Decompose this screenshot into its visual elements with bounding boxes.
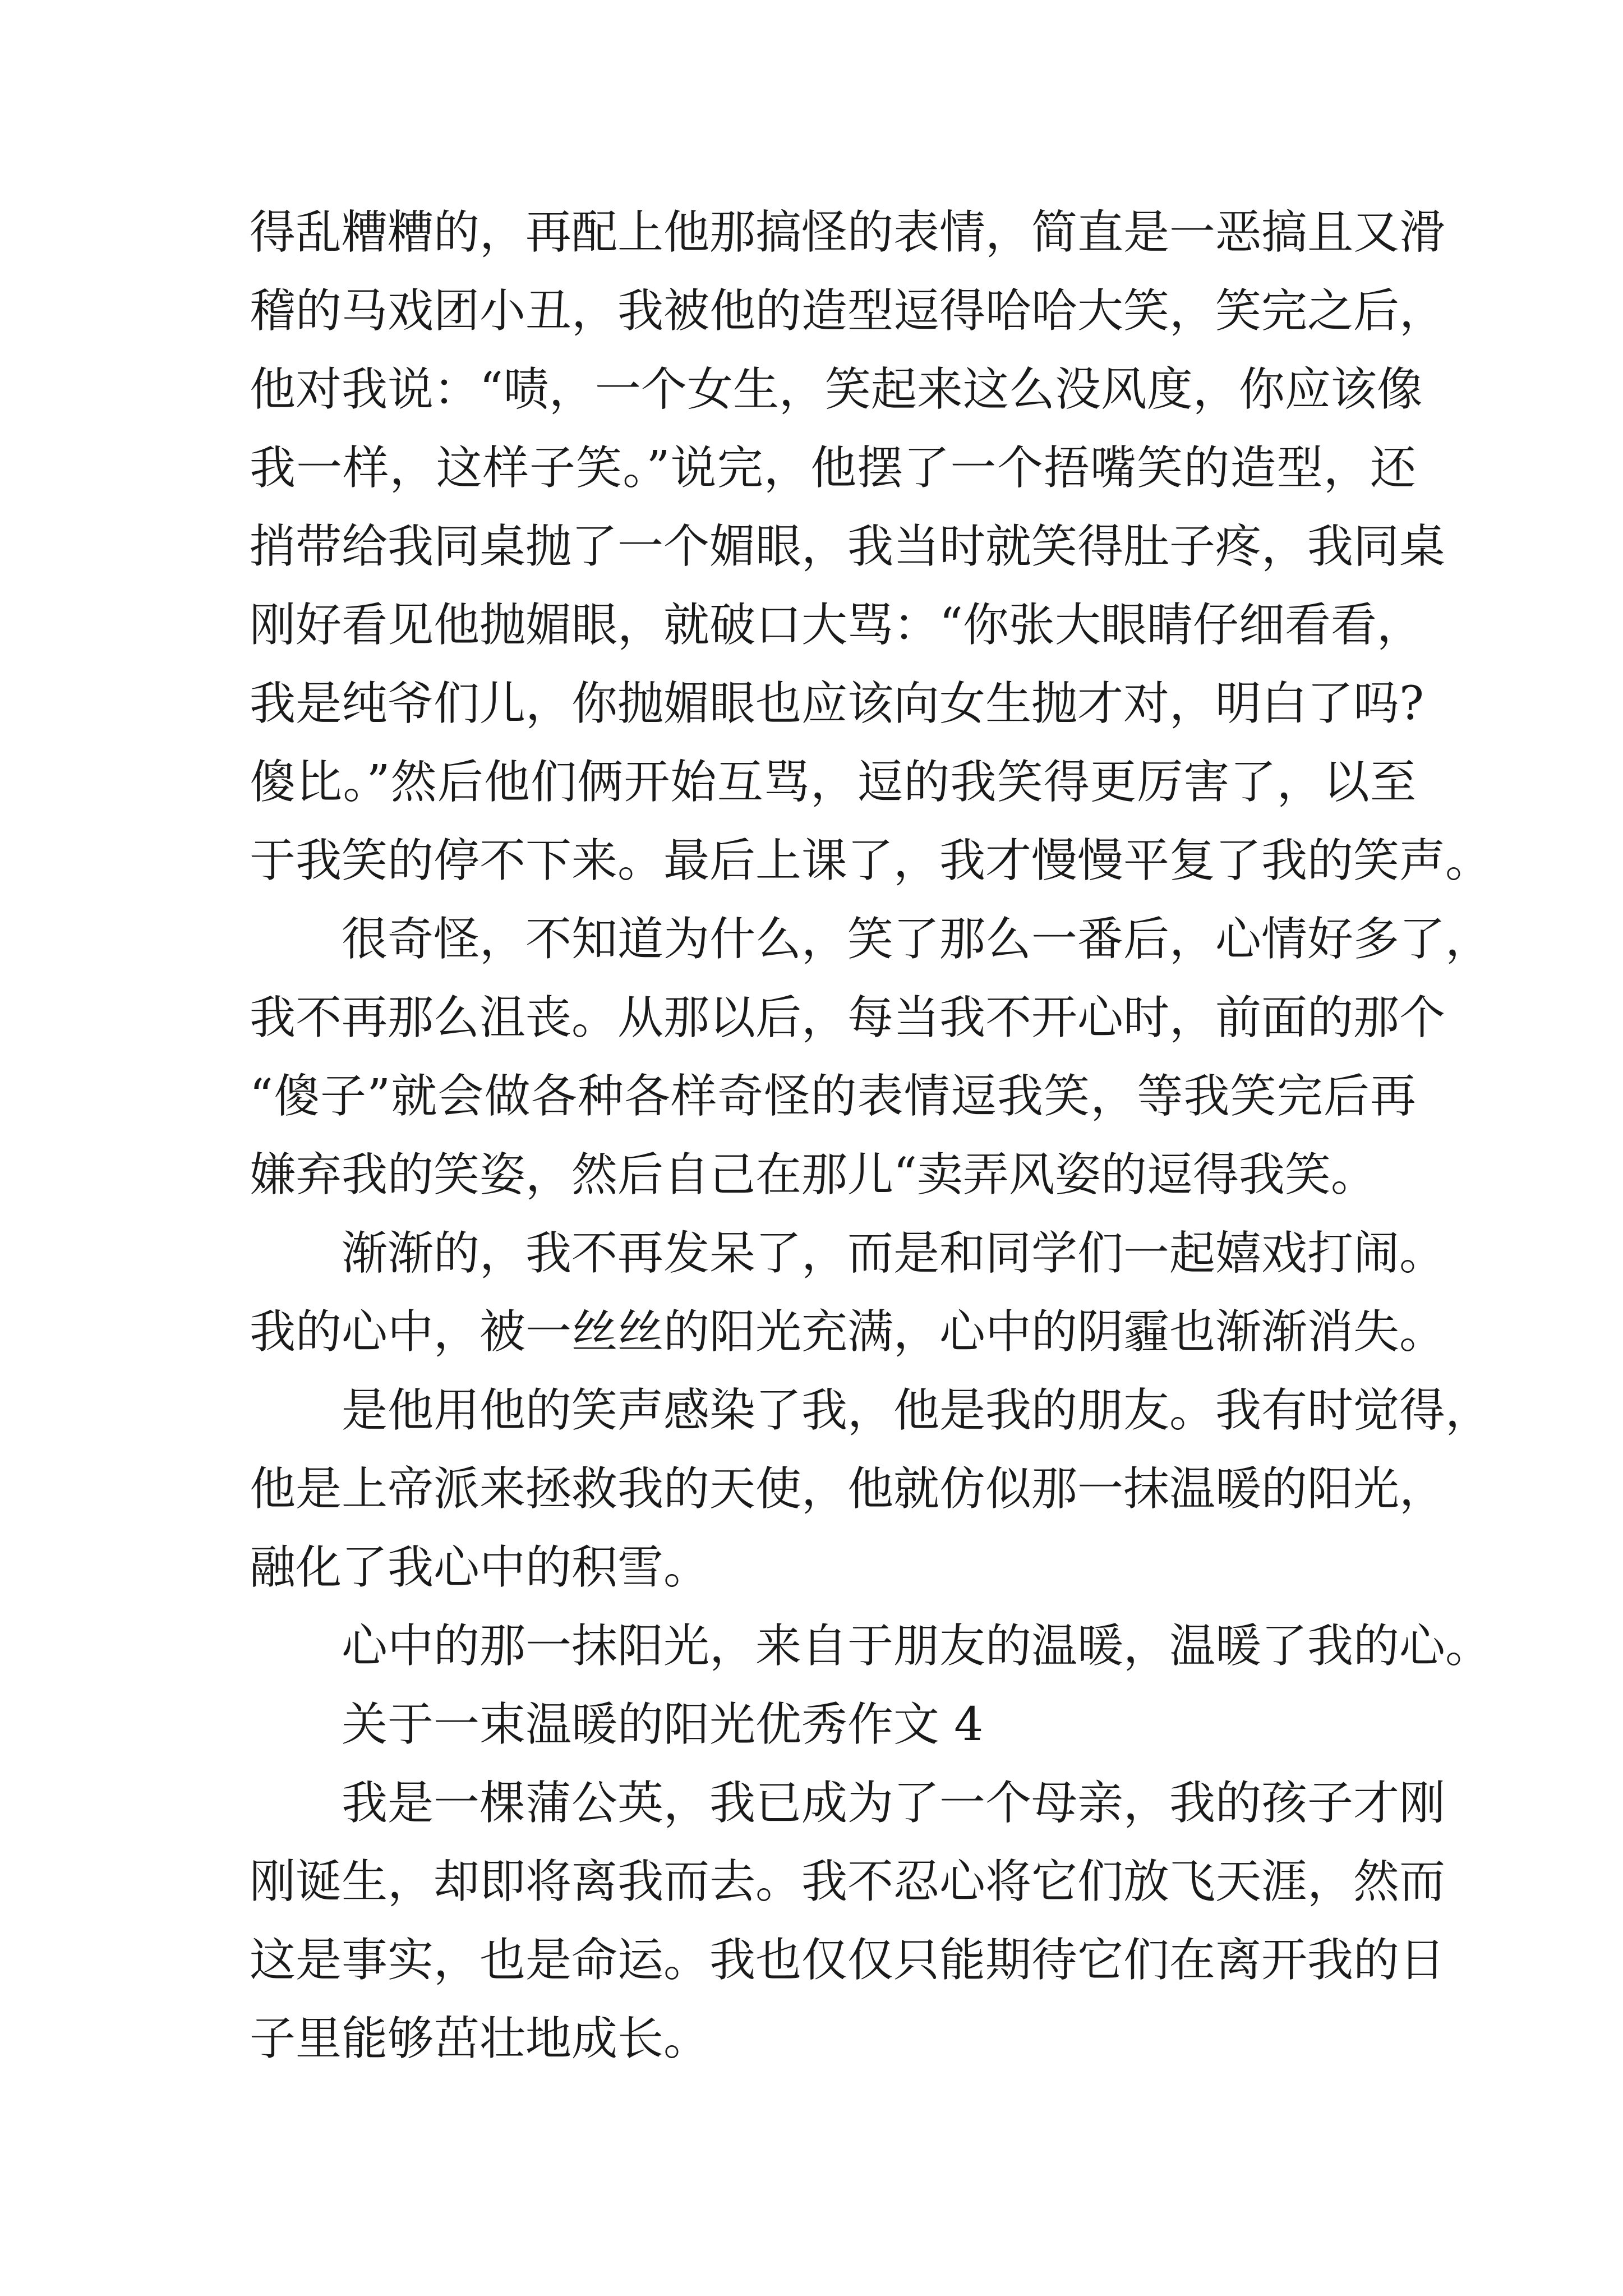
paragraph-first-line: 心中的那一抹阳光，来自于朋友的温暖，温暖了我的心。 (342, 1619, 1492, 1673)
text-line: 得乱糟糟的，再配上他那搞怪的表情，简直是一恶搞且又滑 (250, 206, 1446, 259)
text-line: 这是事实，也是命运。我也仅仅只能期待它们在离开我的日 (250, 1934, 1446, 1987)
paragraph-first-line: 我是一棵蒲公英，我已成为了一个母亲，我的孩子才刚 (342, 1777, 1446, 1830)
essay-body (250, 194, 1492, 2078)
paragraph-first-line: 是他用他的笑声感染了我，他是我的朋友。我有时觉得， (342, 1384, 1492, 1437)
text-line: 融化了我心中的积雪。 (250, 1541, 710, 1594)
text-line: 他对我说：“啧，一个女生，笑起来这么没风度，你应该像 (250, 363, 1423, 416)
text-line: 我的心中，被一丝丝的阳光充满，心中的阴霾也渐渐消失。 (250, 1305, 1446, 1359)
text-line: 于我笑的停不下来。最后上课了，我才慢慢平复了我的笑声。 (250, 834, 1492, 887)
text-line: 嫌弃我的笑姿，然后自己在那儿“卖弄风姿的逗得我笑。 (250, 1148, 1377, 1202)
text-line: 刚好看见他抛媚眼，就破口大骂：“你张大眼睛仔细看看， (250, 599, 1423, 652)
text-line: 傻比。”然后他们俩开始互骂，逗的我笑得更厉害了，以至 (250, 756, 1416, 809)
paragraph-first-line: 渐渐的，我不再发呆了，而是和同学们一起嬉戏打闹。 (342, 1227, 1446, 1280)
paragraph-first-line: 很奇怪，不知道为什么，笑了那么一番后，心情好多了， (342, 913, 1492, 966)
text-line: 他是上帝派来拯救我的天使，他就仿似那一抹温暖的阳光， (250, 1462, 1446, 1516)
section-heading: 关于一束温暖的阳光优秀作文 4 (342, 1698, 984, 1751)
text-line: 我不再那么沮丧。从那以后，每当我不开心时，前面的那个 (250, 991, 1446, 1045)
text-line: 我一样，这样子笑。”说完，他摆了一个捂嘴笑的造型，还 (250, 441, 1416, 495)
text-line: 捎带给我同桌抛了一个媚眼，我当时就笑得肚子疼，我同桌 (250, 520, 1446, 573)
text-line: 我是纯爷们儿，你抛媚眼也应该向女生抛才对，明白了吗? (250, 677, 1424, 730)
text-line: “傻子”就会做各种各样奇怪的表情逗我笑，等我笑完后再 (250, 1070, 1416, 1123)
text-line: 子里能够茁壮地成长。 (250, 2012, 710, 2065)
text-line: 刚诞生，却即将离我而去。我不忍心将它们放飞天涯，然而 (250, 1855, 1446, 1908)
text-line: 稽的马戏团小丑，我被他的造型逗得哈哈大笑，笑完之后， (250, 284, 1446, 338)
